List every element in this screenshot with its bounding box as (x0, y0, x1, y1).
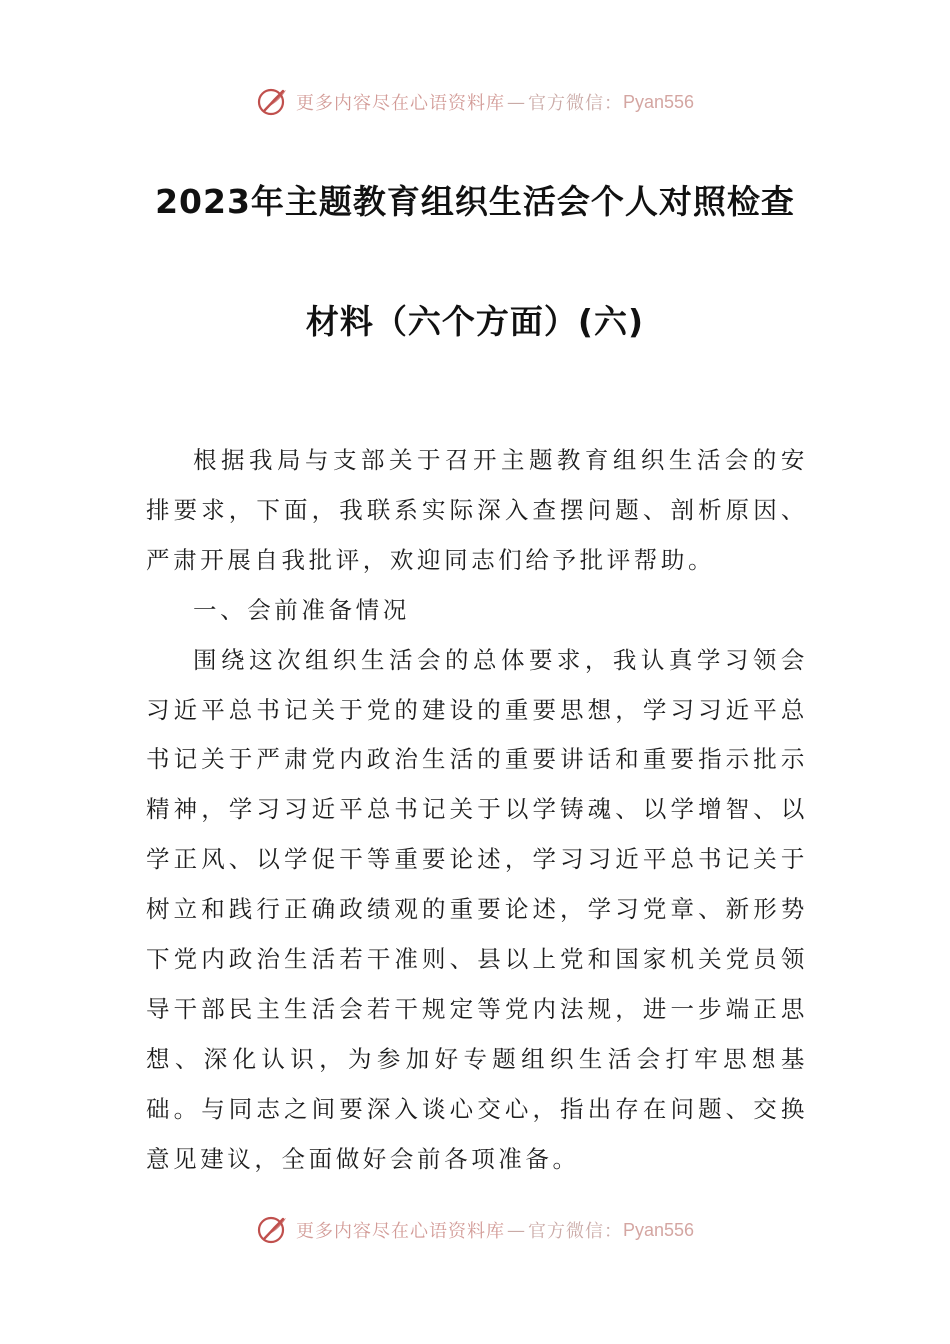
watermark-wechat-label: 官方微信： (527, 1221, 623, 1242)
quill-logo-icon (256, 85, 290, 119)
section-heading-1: 一、会前准备情况 (193, 595, 410, 624)
watermark-header (0, 82, 950, 122)
paragraph-preparation: 围绕这次组织生活会的总体要求，我认真学习领会习近平总书记关于党的建设的重要思想，学习习近平总书记关于严肃党内政治生活的重要讲话和重要指示批示精神，学习习近平总书记关于以学铸魂、以学增智、以学正风、以学促干等重要论述，学习习近平总书记关于树立和践行正确政绩观的重要论述，学习党章、新形势下党内政治生活若干准则、县以上党和国家机关党员领导干部民主生活会若干规定等党内法规，进一步端正思想、深化认识，为参加好专题组织生活会打牢思想基础。与同志之间要深入谈心交心，指出存在问题、交换意见建议，全面做好会前各项准备。 (146, 645, 808, 1173)
paragraph-intro: 根据我局与支部关于召开主题教育组织生活会的安排要求，下面，我联系实际深入查摆问题、剖析原因、严肃开展自我批评，欢迎同志们给予批评帮助。 (146, 446, 808, 574)
watermark-main-text: 更多内容尽在心语资料库 (295, 1221, 505, 1242)
watermark-separator: — (506, 1219, 526, 1241)
watermark-footer (0, 1210, 950, 1250)
watermark-wechat-label: 官方微信： (527, 93, 623, 114)
watermark-main-text: 更多内容尽在心语资料库 (295, 93, 505, 114)
watermark-wechat-id: Pyan556 (622, 91, 695, 112)
document-title-line-1: 2023年主题教育组织生活会个人对照检查 (155, 182, 795, 221)
watermark-separator: — (506, 91, 526, 113)
quill-logo-icon (256, 1213, 290, 1247)
document-body (146, 436, 808, 1185)
document-title-line-2: 材料（六个方面）(六) (305, 302, 645, 341)
watermark-wechat-id: Pyan556 (622, 1219, 695, 1240)
